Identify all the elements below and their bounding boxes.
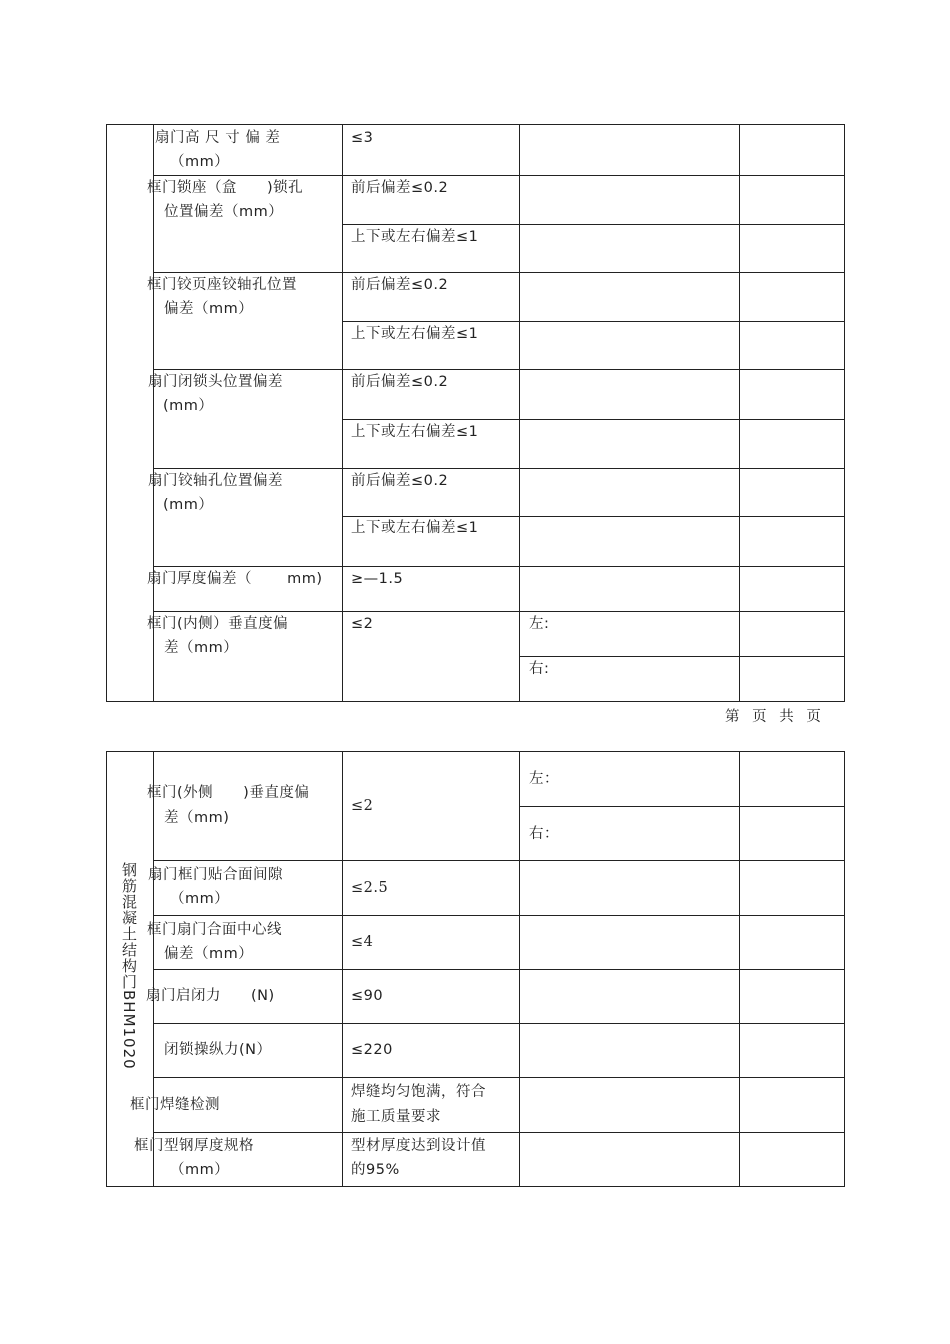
item-label: 扇门高 尺 寸 偏 差 [155, 130, 281, 146]
item-label: 框门(外侧 )垂直度偏 [147, 785, 310, 801]
standard-value: 前后偏差≤0.2 [351, 277, 449, 293]
row-divider [153, 860, 845, 861]
category-label: 钢筋混凝土结构门BHM1020 [120, 862, 138, 1070]
item-label: 差（mm) [164, 810, 230, 826]
standard-value: ≤90 [351, 988, 384, 1004]
item-label: 位置偏差（mm） [164, 204, 284, 220]
item-label: （mm） [170, 891, 230, 907]
standard-value: 前后偏差≤0.2 [351, 473, 449, 489]
item-label: 框门(内侧）垂直度偏 [147, 616, 289, 632]
item-label: 框门铰页座铰轴孔位置 [147, 277, 297, 293]
row-divider [153, 1077, 845, 1078]
column-divider [342, 125, 343, 702]
standard-value: ≤2 [351, 616, 374, 632]
standard-value: 型材厚度达到设计值 [351, 1138, 486, 1154]
right-label: 右: [529, 661, 550, 677]
standard-value: ≤3 [351, 130, 374, 146]
standard-value: ≥—1.5 [351, 571, 404, 587]
standard-value: 上下或左右偏差≤1 [351, 229, 479, 245]
standard-value: ≤220 [351, 1042, 393, 1058]
standard-value: 焊缝均匀饱满，符合 [351, 1084, 486, 1100]
left-label: 左: [529, 616, 550, 632]
item-label: (mm） [163, 497, 214, 513]
item-label: 差（mm） [164, 640, 239, 656]
row-divider [153, 1023, 845, 1024]
item-label: 扇门厚度偏差（ mm) [147, 571, 323, 587]
row-divider [153, 915, 845, 916]
item-label: 框门型钢厚度规格 [134, 1138, 254, 1154]
standard-value: ≤4 [351, 934, 374, 950]
right-label: 右： [529, 826, 559, 842]
item-label: (mm） [163, 398, 214, 414]
column-divider [519, 125, 520, 702]
item-label: 扇门启闭力 (N) [146, 988, 275, 1004]
item-label: 偏差（mm） [164, 946, 254, 962]
item-label: 偏差（mm） [164, 301, 254, 317]
row-divider [153, 969, 845, 970]
row-divider [519, 656, 845, 657]
standard-value: 的95% [351, 1162, 400, 1178]
row-divider [153, 1132, 845, 1133]
standard-value: 前后偏差≤0.2 [351, 374, 449, 390]
item-label: 扇门闭锁头位置偏差 [148, 374, 283, 390]
standard-value: 上下或左右偏差≤1 [351, 520, 479, 536]
item-label: 扇门铰轴孔位置偏差 [148, 473, 283, 489]
standard-value: 前后偏差≤0.2 [351, 180, 449, 196]
item-label: 扇门框门贴合面间隙 [148, 867, 283, 883]
item-label: 框门扇门合面中心线 [147, 922, 282, 938]
standard-value: ≤2 [351, 798, 374, 814]
item-label: 框门焊缝检测 [130, 1097, 220, 1113]
page-footer: 第 页 共 页 [725, 709, 825, 725]
item-label: 闭锁操纵力(N） [164, 1042, 272, 1058]
standard-value: 施工质量要求 [351, 1109, 441, 1125]
standard-value: 上下或左右偏差≤1 [351, 424, 479, 440]
standard-value: 上下或左右偏差≤1 [351, 326, 479, 342]
item-label: （mm） [170, 1162, 230, 1178]
item-label: 框门锁座（盒 )锁孔 [147, 180, 304, 196]
column-divider [739, 125, 740, 702]
item-label: （mm） [170, 154, 230, 170]
standard-value: ≤2.5 [351, 880, 389, 896]
left-label: 左： [529, 771, 559, 787]
row-divider [519, 806, 845, 807]
